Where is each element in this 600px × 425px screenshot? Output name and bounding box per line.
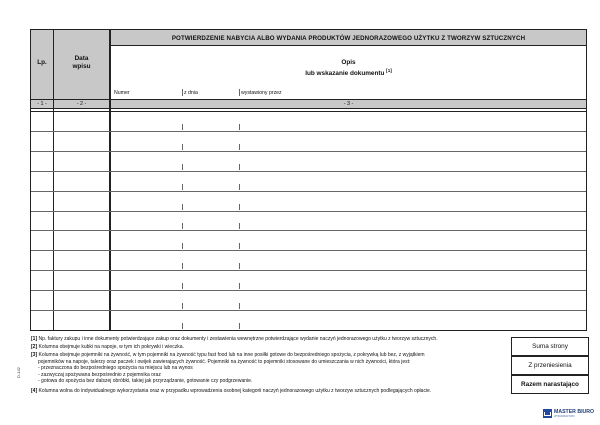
row-tick (182, 323, 183, 329)
row-tick (239, 144, 240, 150)
row-divider (31, 250, 586, 251)
footnote-ref: [1] (31, 336, 38, 342)
row-tick (239, 204, 240, 210)
lp-column-header: Lp. (37, 59, 47, 66)
razem-narastajaco-box (511, 375, 589, 394)
row-tick (182, 263, 183, 269)
divider-date (109, 30, 111, 330)
row-divider (31, 131, 586, 132)
footnote-line (38, 365, 193, 371)
row-tick (182, 283, 183, 289)
row-tick (182, 144, 183, 150)
opis-header-text: lub wskazanie dokumentu (305, 70, 385, 78)
row-divider (31, 211, 586, 212)
row-tick (239, 303, 240, 309)
row-tick (182, 223, 183, 229)
row-tick (182, 243, 183, 249)
footnote-text: - zazwyczaj spożywana bezpośrednio z pojemnika oraz (38, 371, 161, 378)
sub-header-numer: Numer (114, 90, 130, 96)
razem-narastajaco-label: Razem narastająco (521, 381, 579, 388)
footnote-text: Kolumna obejmuje kubki na napoje, w tym ich pokrywki i wieczka. (38, 344, 184, 350)
footnote-line (31, 388, 431, 394)
footnote-text: - przeznaczona do bezpośredniego spożycia na miejscu lub na wynos (38, 365, 193, 371)
footnote-ref: [4] (31, 388, 38, 394)
divider-header-bottom (31, 99, 586, 100)
row-tick (239, 184, 240, 190)
form-code: D-142 (16, 367, 21, 378)
suma-strony-label: Suma strony (532, 343, 568, 350)
footnote-text: Np. faktury zakupu i inne dokumenty potwierdzające zakup oraz dokumenty i zestawienia wewnętrzne potwierdzające wydanie naczyń jednorazowego użytku z tworzyw sztucznych. (38, 336, 438, 342)
column-number-3: - 3 - (343, 101, 354, 107)
row-divider (31, 310, 586, 311)
column-number-1: - 1 - (37, 101, 47, 107)
divider-body-top (31, 111, 586, 112)
footnote-text: - gotowa do spożycia bez dalszej obróbki, takiej jak przyrządzanie, gotowanie czy podgrzewanie. (38, 378, 253, 384)
row-divider (31, 290, 586, 291)
row-divider (31, 230, 586, 231)
row-tick (182, 303, 183, 309)
footnote-ref: [2] (31, 344, 38, 350)
sub-header-wystawiony: wystawiony przez (241, 90, 282, 96)
brand-logo-icon (543, 409, 552, 418)
row-tick (239, 243, 240, 249)
row-divider (31, 270, 586, 271)
footnote-text: Kolumna wolna do indywidualnego wykorzystania oraz w przypadku wprowadzenia osobnej kategorii naczyń jednorazowego użytku z tworzyw sztucznych podlegających opłacie. (38, 388, 432, 394)
opis-column-header (111, 59, 586, 78)
date-header-line-1: Data (74, 55, 89, 62)
row-tick (239, 223, 240, 229)
opis-header-line-2 (111, 67, 586, 78)
footnote-line (38, 372, 161, 378)
row-divider (31, 171, 586, 172)
tick-wystawiony-header (239, 89, 240, 96)
footnote-line (31, 336, 438, 342)
brand-text (554, 410, 594, 418)
z-przeniesienia-box (511, 356, 589, 375)
footnote-text: Kolumna obejmuje pojemniki na żywność, w tym pojemniki na żywność typu fast food lub na inne posiłki gotowe do bezpośredniego spożycia, z pokrywką lub bez, z wyjątkiem (38, 352, 425, 358)
row-tick (182, 184, 183, 190)
footnote-ref: [3] (31, 352, 38, 358)
column-number-2: - 2 - (76, 101, 87, 107)
brand-name: MASTER BIURO (554, 408, 595, 415)
row-tick (182, 204, 183, 210)
tick-z-dnia-header (182, 89, 183, 96)
row-tick (239, 263, 240, 269)
footnote-line (31, 344, 184, 350)
brand-logo (543, 409, 594, 418)
opis-footnote-ref: [1] (386, 68, 392, 73)
z-przeniesienia-label: Z przeniesienia (528, 362, 572, 369)
divider-title (111, 45, 586, 46)
footnote-line (38, 378, 252, 384)
footnote-line (38, 359, 410, 365)
footnote-text: pojemników na napoje, talerzy oraz paczek i owijek zawierających żywność. Pojemniki na żywność to pojemniki stosowane do umieszczania w nich żywności, która jest: (38, 358, 411, 365)
divider-lp (53, 30, 54, 330)
suma-strony-box (511, 337, 589, 356)
brand-tagline: WYDAWNICTWO (554, 414, 575, 418)
form-title: POTWIERDZENIE NABYCIA ALBO WYDANIA PRODUKTÓW JEDNORAZOWEGO UŻYTKU Z TWORZYW SZTUCZNYCH (171, 35, 526, 42)
row-divider (31, 191, 586, 192)
date-column-header (54, 55, 109, 71)
divider-numbering-bottom (31, 108, 586, 109)
row-tick (239, 323, 240, 329)
date-header-line-2: wpisu (72, 63, 91, 70)
row-tick (182, 164, 183, 170)
row-divider (31, 151, 586, 152)
footnote-line (31, 352, 425, 358)
row-tick (239, 283, 240, 289)
opis-header-line-1: Opis (341, 59, 356, 66)
sub-header-z-dnia: z dnia (184, 90, 198, 96)
row-tick (239, 164, 240, 170)
row-tick (239, 124, 240, 130)
row-tick (182, 124, 183, 130)
